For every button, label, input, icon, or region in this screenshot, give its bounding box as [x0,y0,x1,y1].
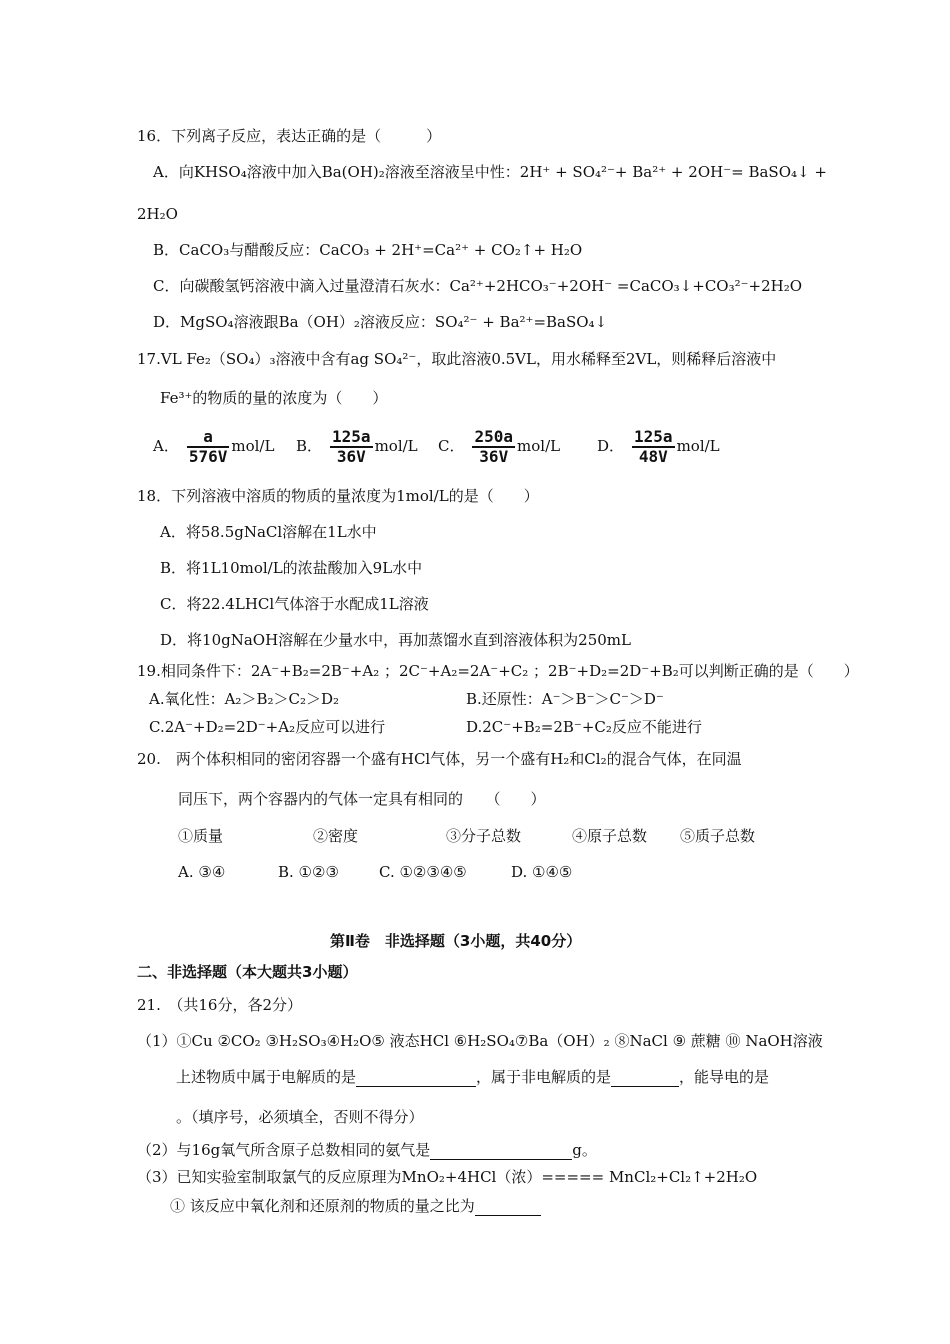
q16-option-b: B．CaCO₃与醋酸反应：CaCO₃ + 2H⁺=Ca²⁺ + CO₂↑+ H₂O [153,241,583,259]
text: ，能导电的是 [679,1068,770,1086]
unit: mol/L [676,437,720,455]
q17-option-a [153,428,274,466]
q21-part1-question [176,1067,769,1087]
text: g。 [572,1141,597,1159]
q21-part3-sub1 [170,1196,541,1216]
unit: mol/L [231,437,275,455]
q18-option-c: C．将22.4LHCl气体溶于水配成1L溶液 [160,595,429,613]
q18-option-a: A．将58.5gNaCl溶解在1L水中 [160,523,377,541]
q21-part3: （3）已知实验室制取氯气的反应原理为MnO₂+4HCl（浓）===== MnCl₂+Cl₂↑+2H₂O [137,1168,758,1186]
q17-stem-cont: Fe³⁺的物质的量的浓度为（ ） [160,389,388,407]
q16-stem: 16．下列离子反应，表达正确的是（ ） [137,127,442,145]
numerator: 125a [634,427,673,446]
q17-option-d [597,428,720,466]
text: ，属于非电解质的是 [476,1068,612,1086]
answer-blank-nonelectrolyte[interactable] [611,1070,679,1087]
denominator: 36V [336,447,366,466]
q19-option-d: D.2C⁻+B₂=2B⁻+C₂反应不能进行 [466,718,702,736]
q21-stem: 21. （共16分，各2分） [137,996,302,1014]
text: 上述物质中属于电解质的是 [176,1068,357,1086]
q20-item-3: ③分子总数 [446,827,522,845]
q20-item-5: ⑤质子总数 [680,827,756,845]
q20-stem-cont: 同压下，两个容器内的气体一定具有相同的 （ ） [178,790,546,808]
q19-option-b: B.还原性：A⁻＞B⁻＞C⁻＞D⁻ [466,690,664,708]
q20-option-a: A. ③④ [178,863,226,881]
section-heading: 二、非选择题（本大题共3小题） [137,963,358,981]
text: ① 该反应中氧化剂和还原剂的物质的量之比为 [170,1197,475,1215]
q16-option-c: C．向碳酸氢钙溶液中滴入过量澄清石灰水：Ca²⁺+2HCO₃⁻+2OH⁻ =CaCO₃↓+CO₃²⁻+2H₂O [153,277,803,295]
option-label: B． [296,437,323,455]
q17-option-b [296,428,418,466]
fraction [187,428,230,466]
option-label: C． [438,437,465,455]
q20-option-c: C. ①②③④⑤ [379,863,467,881]
q19-option-a: A.氧化性：A₂＞B₂＞C₂＞D₂ [149,690,340,708]
q18-stem: 18．下列溶液中溶质的物质的量浓度为1mol/L的是（ ） [137,487,539,505]
answer-blank-electrolyte[interactable] [356,1070,476,1087]
numerator: 125a [332,427,371,446]
q21-part1-substances: （1）①Cu ②CO₂ ③H₂SO₃④H₂O⑤ 液态HCl ⑥H₂SO₄⑦Ba（OH）₂ ⑧NaCl ⑨ 蔗糖 ⑩ NaOH溶液 [137,1032,823,1050]
q16-option-a-cont: 2H₂O [137,205,178,223]
numerator: 250a [474,427,514,446]
fraction [330,428,373,466]
q18-option-b: B．将1L10mol/L的浓盐酸加入9L水中 [160,559,423,577]
q19-option-c: C.2A⁻+D₂=2D⁻+A₂反应可以进行 [149,718,386,736]
denominator: 576V [188,447,228,466]
section-title: 第Ⅱ卷 非选择题（3小题，共40分） [330,932,582,950]
option-label: A． [153,437,179,455]
numerator: a [187,428,230,448]
fraction [632,428,675,466]
text: （2）与16g氧气所含原子总数相同的氨气是 [137,1141,431,1159]
option-label: D． [597,437,625,455]
q20-option-d: D. ①④⑤ [511,863,573,881]
q21-part2 [137,1140,597,1160]
denominator: 48V [638,447,668,466]
q20-item-1: ①质量 [178,827,224,845]
denominator: 36V [479,447,509,466]
q20-option-b: B. ①②③ [278,863,339,881]
q16-option-a: A．向KHSO₄溶液中加入Ba(OH)₂溶液至溶液呈中性：2H⁺ + SO₄²⁻+ Ba²⁺ + 2OH⁻= BaSO₄↓ + [153,163,827,181]
answer-blank-ammonia-mass[interactable] [430,1143,572,1160]
answer-blank-ratio[interactable] [475,1199,541,1216]
q20-item-4: ④原子总数 [572,827,648,845]
q20-stem: 20. 两个体积相同的密闭容器一个盛有HCl气体，另一个盛有H₂和Cl₂的混合气体，在同温 [137,750,742,768]
unit: mol/L [517,437,561,455]
q17-stem: 17.VL Fe₂（SO₄）₃溶液中含有ag SO₄²⁻，取此溶液0.5VL，用水稀释至2VL，则稀释后溶液中 [137,350,777,368]
q16-option-d: D．MgSO₄溶液跟Ba（OH）₂溶液反应：SO₄²⁻ + Ba²⁺=BaSO₄↓ [153,313,608,331]
fraction [472,428,515,466]
q17-option-c [438,428,560,466]
unit: mol/L [374,437,418,455]
q21-part1-note: 。（填序号，必须填全，否则不得分） [176,1108,424,1126]
q20-item-2: ②密度 [313,827,359,845]
q19-stem: 19.相同条件下：2A⁻+B₂=2B⁻+A₂ ；2C⁻+A₂=2A⁻+C₂ ；2B⁻+D₂=2D⁻+B₂可以判断正确的是（ ） [137,662,859,680]
q18-option-d: D．将10gNaOH溶解在少量水中，再加蒸馏水直到溶液体积为250mL [160,631,631,649]
